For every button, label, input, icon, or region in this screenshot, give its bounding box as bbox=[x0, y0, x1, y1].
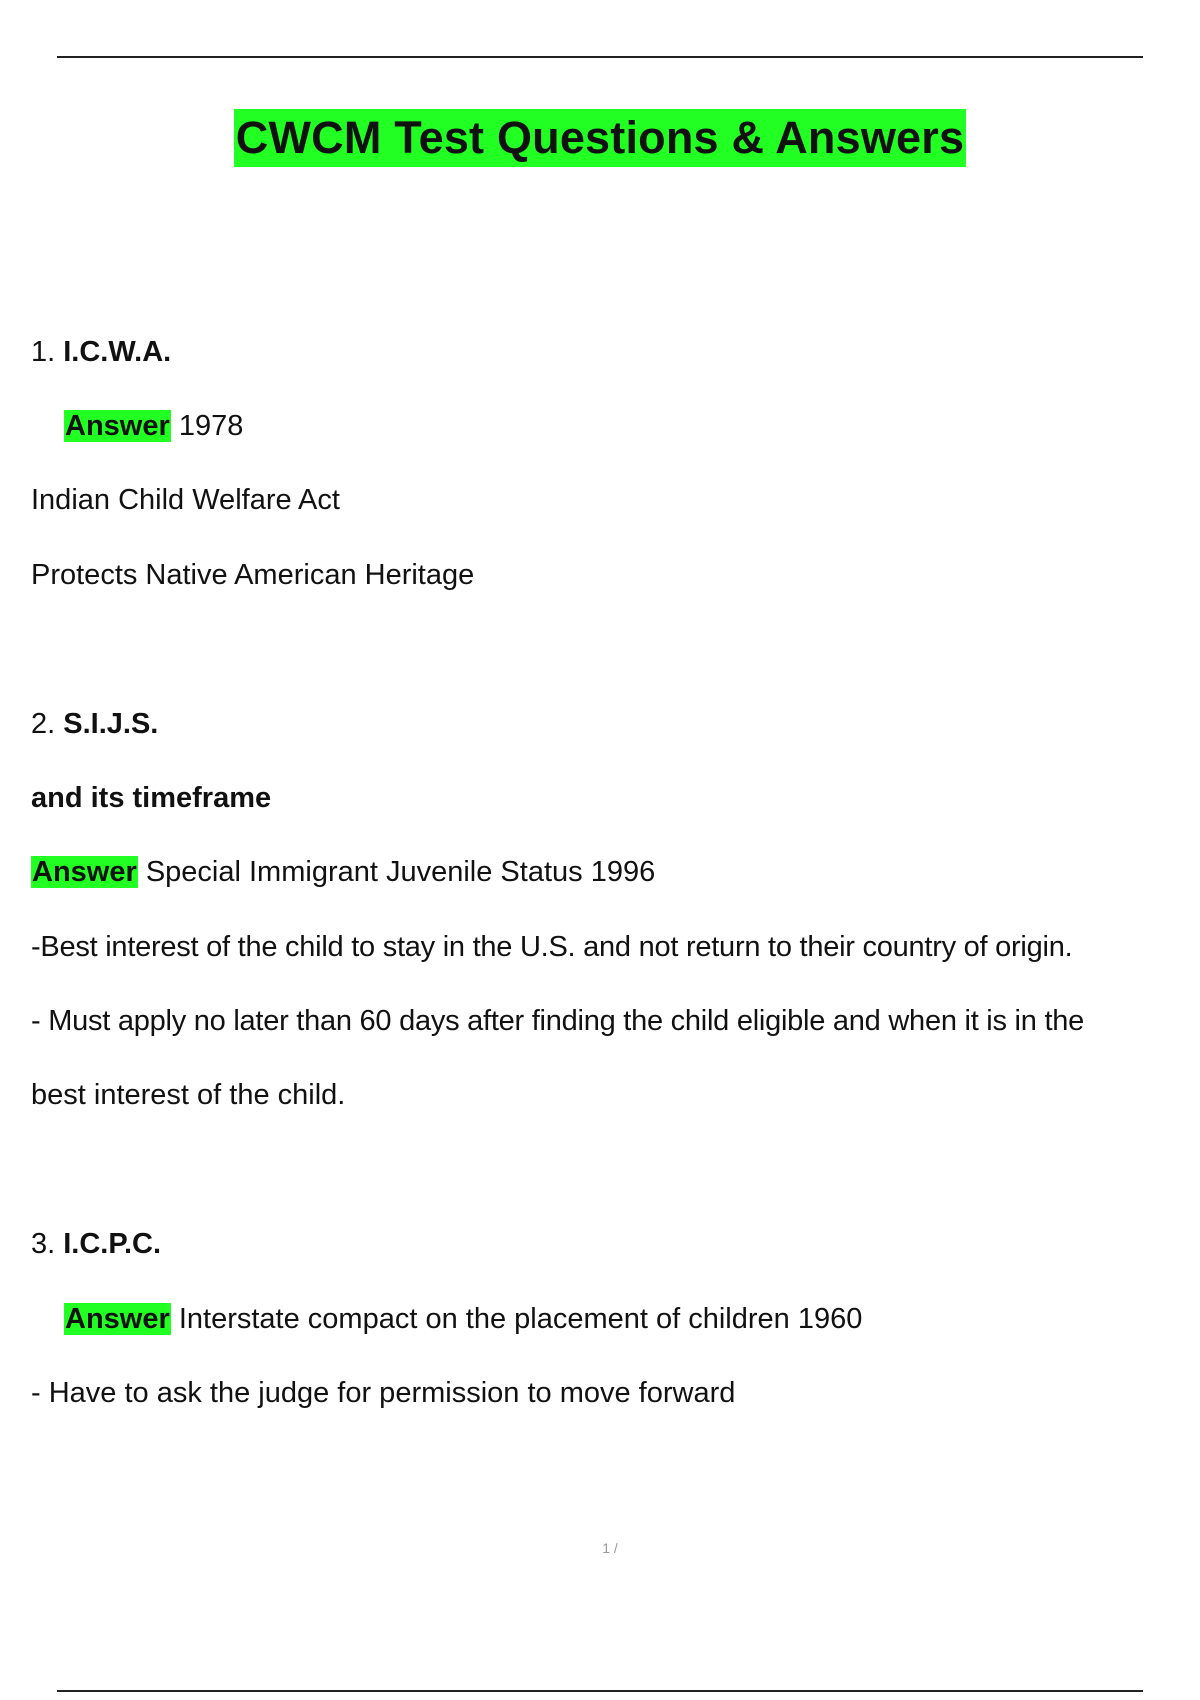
question-2-answer bbox=[31, 852, 655, 892]
question-2-term-continued: and its timeframe bbox=[31, 782, 272, 814]
document-title: CWCM Test Questions & Answers bbox=[234, 109, 966, 167]
answer-label: Answer bbox=[65, 1303, 170, 1335]
question-3-heading bbox=[31, 1224, 161, 1264]
question-3-detail: - Have to ask the judge for permission to move forward bbox=[31, 1377, 736, 1409]
title-container bbox=[0, 109, 1200, 167]
question-2-detail: best interest of the child. bbox=[31, 1079, 346, 1111]
question-2-detail: - Must apply no later than 60 days after finding the child eligible and when it is in the bbox=[31, 1005, 1085, 1037]
question-term: S.I.J.S. bbox=[63, 708, 159, 740]
answer-label: Answer bbox=[65, 410, 170, 442]
answer-label: Answer bbox=[32, 856, 137, 888]
question-1-detail: Indian Child Welfare Act bbox=[31, 484, 340, 516]
question-2-detail: -Best interest of the child to stay in the U.S. and not return to their country of origin. bbox=[31, 931, 1073, 963]
question-number: 3. bbox=[31, 1228, 56, 1260]
top-rule bbox=[57, 56, 1143, 58]
answer-text: Interstate compact on the placement of children 1960 bbox=[178, 1303, 863, 1335]
question-number: 1. bbox=[31, 336, 56, 368]
answer-text: Special Immigrant Juvenile Status 1996 bbox=[145, 856, 656, 888]
question-2-heading bbox=[31, 704, 158, 744]
question-term: I.C.W.A. bbox=[63, 336, 172, 368]
question-1-detail: Protects Native American Heritage bbox=[31, 559, 475, 591]
question-3-answer bbox=[64, 1299, 862, 1339]
question-1-heading bbox=[31, 332, 171, 372]
question-number: 2. bbox=[31, 708, 56, 740]
page-number: 1 / bbox=[602, 1540, 618, 1556]
question-1-answer bbox=[64, 406, 243, 446]
question-term: I.C.P.C. bbox=[63, 1228, 162, 1260]
bottom-rule bbox=[57, 1690, 1143, 1692]
answer-text: 1978 bbox=[178, 410, 244, 442]
